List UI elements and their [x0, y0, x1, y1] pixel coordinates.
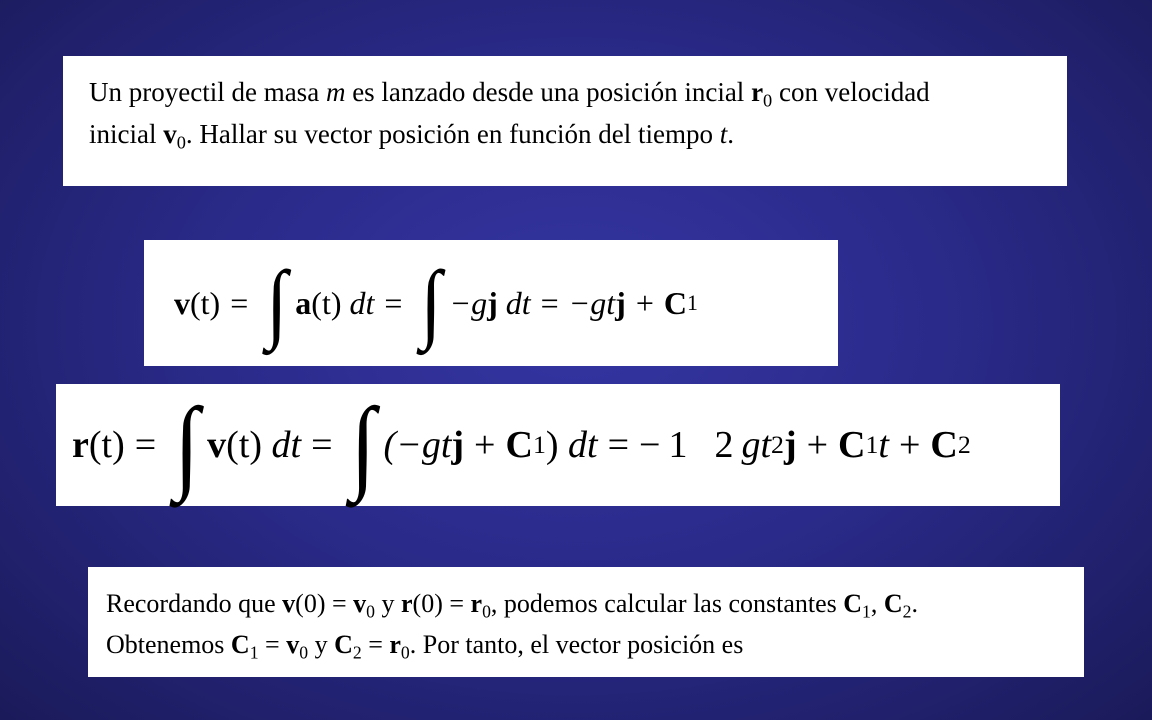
velocity-equation: v (t) = ∫ a (t) dt = ∫ −g j dt = −gt j + C 1: [174, 253, 698, 351]
integral-sign: ∫: [174, 386, 200, 503]
integral-sign: ∫: [350, 386, 376, 503]
integral-sign: ∫: [420, 253, 442, 351]
conclusion-line-1: Recordando que $v(0) = v_0$ y $r(0) = r_0$, podemos calcular las constantes $C_1$, $C_2$.: [106, 589, 919, 622]
problem-line-1: Un proyectil de masa m es lanzado desde una posición incial $r_0$ con velocidad: [89, 77, 930, 111]
integral-sign: ∫: [266, 253, 288, 351]
conclusion-line-2: Obtenemos $C_1 = v_0$ y $C_2 = r_0$. Por tanto, el vector posición es: [106, 630, 744, 663]
conclusion-box: [88, 567, 1084, 677]
position-equation: r (t) = ∫ v (t) dt = ∫ (−gt j + C 1 ) dt = − 1 2 g t 2 j + C 1 t + C 2: [72, 386, 971, 503]
problem-line-2: inicial $v_0$. Hallar su vector posición en función del tiempo t.: [89, 118, 735, 152]
problem-statement-box: [63, 56, 1067, 186]
one-half-fraction: 1 2: [668, 424, 734, 466]
velocity-equation-box: [144, 240, 838, 366]
position-equation-box: [56, 384, 1060, 506]
